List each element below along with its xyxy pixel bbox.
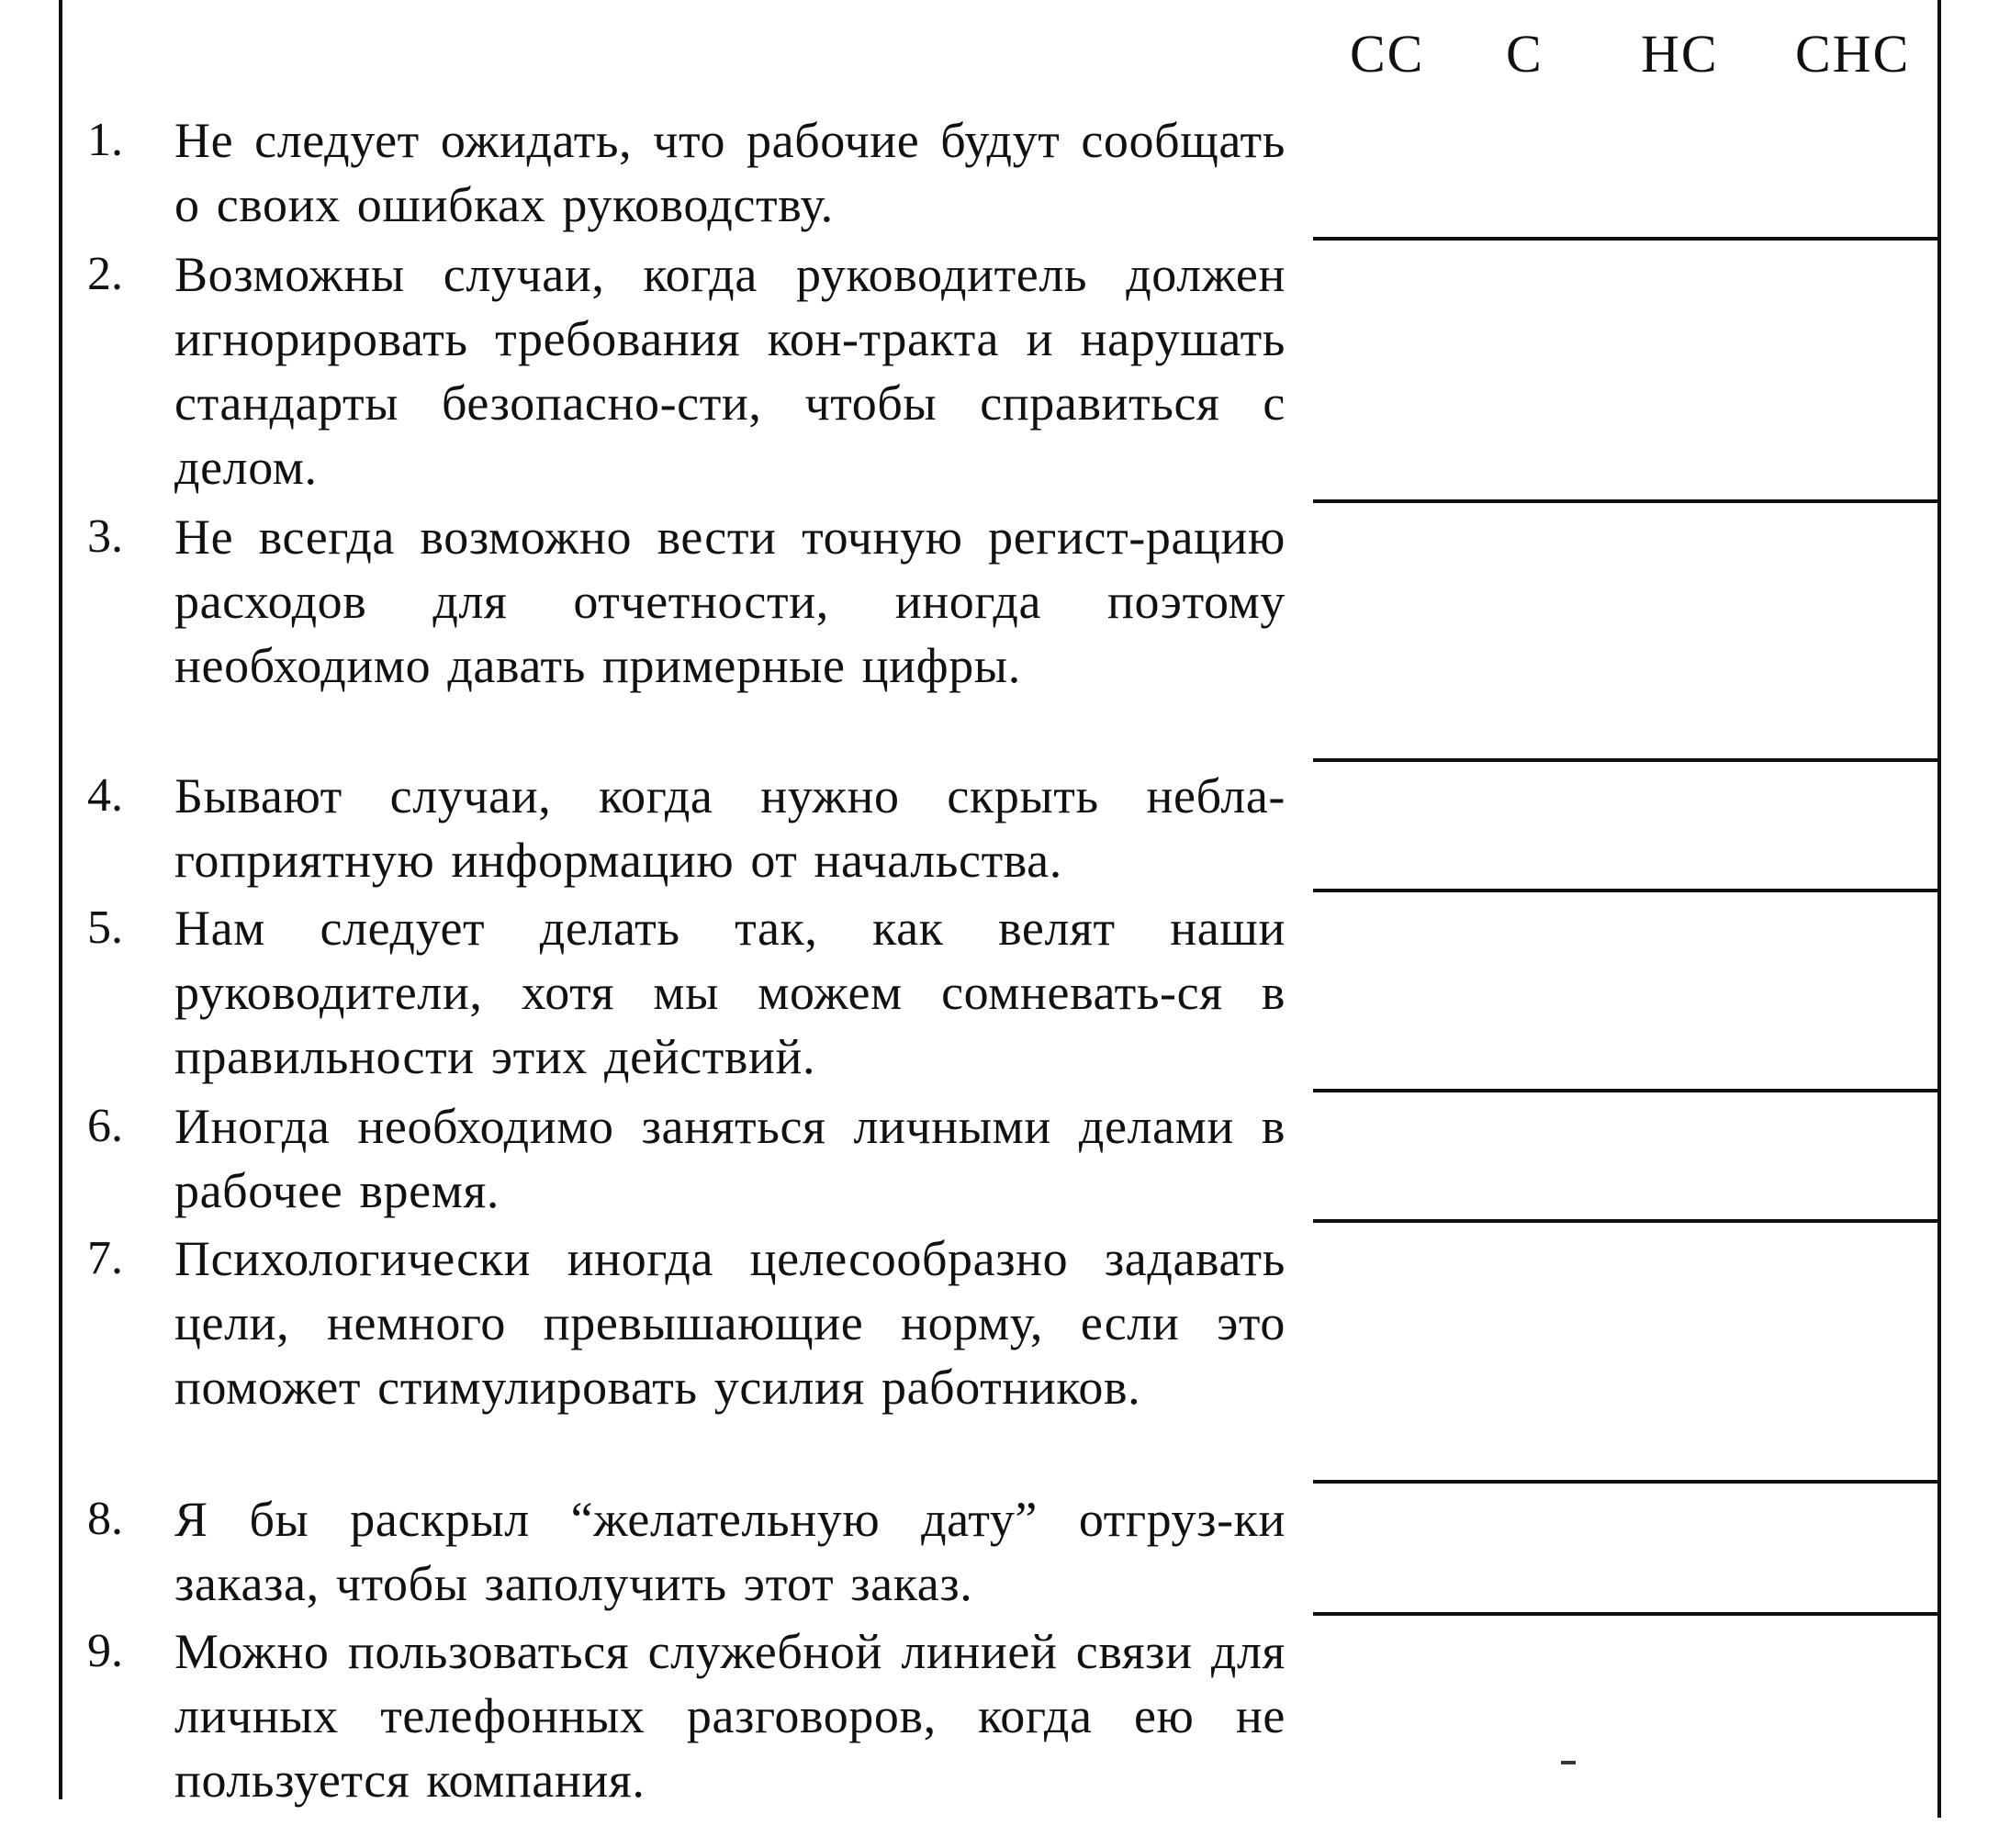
item-text: Нам следует делать так, как велят наши руководители, хотя мы можем сомневать-ся в правильности этих действий. [174, 901, 1286, 1084]
statement-item-8 [87, 1487, 1286, 1616]
column-header-c: С [1506, 24, 1544, 84]
item-number: 5. [87, 902, 123, 954]
answer-line-4[interactable] [1313, 889, 1939, 892]
item-number: 3. [87, 510, 123, 563]
item-text: Я бы раскрыл “желательную дату” отгруз-ки заказа, чтобы заполучить этот заказ. [174, 1492, 1286, 1611]
column-header-cc: СС [1350, 24, 1425, 84]
statement-item-1 [87, 108, 1286, 237]
answer-line-8[interactable] [1313, 1612, 1939, 1616]
column-header-cnc: СНС [1795, 24, 1911, 84]
answer-line-2[interactable] [1313, 499, 1939, 503]
item-number: 8. [87, 1493, 123, 1545]
item-text: Можно пользоваться служебной линией связи для личных телефонных разговоров, когда ею не пользуется компания. [174, 1624, 1286, 1808]
statement-item-4 [87, 764, 1286, 892]
item-number: 1. [87, 114, 123, 166]
statement-item-9 [87, 1619, 1286, 1812]
left-border-line [59, 0, 62, 1799]
item-text: Иногда необходимо заняться личными делами в рабочее время. [174, 1099, 1286, 1218]
item-text: Бывают случаи, когда нужно скрыть небла-гоприятную информацию от начальства. [174, 768, 1286, 888]
item-number: 9. [87, 1625, 123, 1677]
item-number: 6. [87, 1100, 123, 1152]
item-text: Не следует ожидать, что рабочие будут сообщать о своих ошибках руководству. [174, 113, 1286, 232]
scan-speck [1561, 1761, 1576, 1764]
item-text: Не всегда возможно вести точную регист-рацию расходов для отчетности, иногда поэтому необходимо давать примерные цифры. [174, 510, 1286, 693]
answer-line-3[interactable] [1313, 758, 1939, 762]
item-text: Возможны случаи, когда руководитель должен игнорировать требования кон-тракта и нарушать стандарты безопасно-сти, чтобы справиться с делом. [174, 247, 1286, 495]
statement-item-7 [87, 1226, 1286, 1419]
statement-item-5 [87, 896, 1286, 1089]
right-border-line [1937, 0, 1941, 1818]
answer-line-6[interactable] [1313, 1219, 1939, 1223]
item-number: 7. [87, 1232, 123, 1284]
statement-item-3 [87, 505, 1286, 698]
answer-line-5[interactable] [1313, 1089, 1939, 1092]
answer-line-1[interactable] [1313, 237, 1939, 241]
item-number: 4. [87, 769, 123, 822]
item-number: 2. [87, 248, 123, 300]
statement-item-2 [87, 242, 1286, 499]
statement-item-6 [87, 1094, 1286, 1223]
column-header-nc: НС [1641, 24, 1719, 84]
answer-line-7[interactable] [1313, 1480, 1939, 1484]
item-text: Психологически иногда целесообразно задавать цели, немного превышающие норму, если это поможет стимулировать усилия работников. [174, 1231, 1286, 1415]
